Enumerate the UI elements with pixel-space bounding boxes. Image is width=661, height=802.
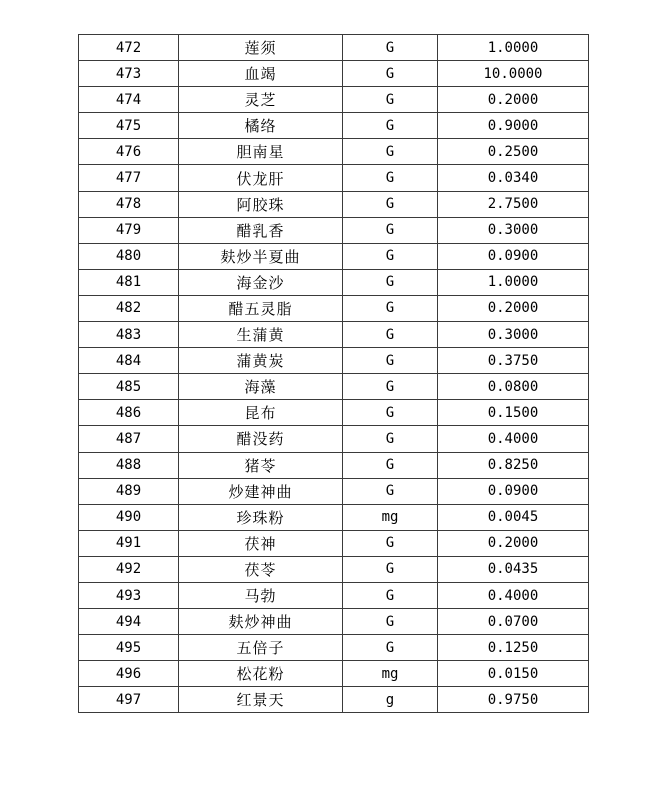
unit-cell: G [343, 452, 438, 478]
table-row [79, 269, 589, 295]
unit-cell: G [343, 217, 438, 243]
item-name-cell: 醋没药 [179, 426, 343, 452]
value-cell: 0.9000 [438, 113, 589, 139]
value-cell: 2.7500 [438, 191, 589, 217]
unit-cell: G [343, 61, 438, 87]
value-cell: 0.2500 [438, 139, 589, 165]
unit-cell: mg [343, 504, 438, 530]
item-name-cell: 珍珠粉 [179, 504, 343, 530]
table-row [79, 661, 589, 687]
row-index-cell: 480 [79, 243, 179, 269]
row-index-cell: 490 [79, 504, 179, 530]
value-cell: 0.9750 [438, 687, 589, 713]
table-row [79, 504, 589, 530]
value-cell: 0.8250 [438, 452, 589, 478]
value-cell: 10.0000 [438, 61, 589, 87]
item-name-cell: 海藻 [179, 374, 343, 400]
value-cell: 0.0900 [438, 478, 589, 504]
table-row [79, 635, 589, 661]
unit-cell: G [343, 87, 438, 113]
row-index-cell: 472 [79, 35, 179, 61]
value-cell: 0.0435 [438, 556, 589, 582]
item-name-cell: 醋乳香 [179, 217, 343, 243]
item-name-cell: 伏龙肝 [179, 165, 343, 191]
value-cell: 0.3750 [438, 348, 589, 374]
value-cell: 0.0800 [438, 374, 589, 400]
item-name-cell: 橘络 [179, 113, 343, 139]
table-row [79, 322, 589, 348]
unit-cell: G [343, 374, 438, 400]
item-name-cell: 茯苓 [179, 556, 343, 582]
item-name-cell: 阿胶珠 [179, 191, 343, 217]
row-index-cell: 473 [79, 61, 179, 87]
unit-cell: G [343, 582, 438, 608]
value-cell: 0.0900 [438, 243, 589, 269]
table-row [79, 400, 589, 426]
item-name-cell: 血竭 [179, 61, 343, 87]
table-row [79, 556, 589, 582]
row-index-cell: 486 [79, 400, 179, 426]
value-cell: 0.3000 [438, 217, 589, 243]
value-cell: 0.4000 [438, 426, 589, 452]
table-row [79, 478, 589, 504]
table-row [79, 295, 589, 321]
row-index-cell: 477 [79, 165, 179, 191]
unit-cell: G [343, 478, 438, 504]
value-cell: 1.0000 [438, 269, 589, 295]
value-cell: 0.4000 [438, 582, 589, 608]
unit-cell: G [343, 139, 438, 165]
table-row [79, 687, 589, 713]
row-index-cell: 492 [79, 556, 179, 582]
table-row [79, 165, 589, 191]
row-index-cell: 478 [79, 191, 179, 217]
item-name-cell: 茯神 [179, 530, 343, 556]
table-row [79, 61, 589, 87]
table-row [79, 374, 589, 400]
item-name-cell: 麸炒半夏曲 [179, 243, 343, 269]
item-name-cell: 五倍子 [179, 635, 343, 661]
table-body [79, 35, 589, 713]
table-row [79, 426, 589, 452]
value-cell: 0.0045 [438, 504, 589, 530]
medication-dose-table [78, 34, 589, 713]
row-index-cell: 475 [79, 113, 179, 139]
row-index-cell: 494 [79, 609, 179, 635]
row-index-cell: 496 [79, 661, 179, 687]
row-index-cell: 482 [79, 295, 179, 321]
row-index-cell: 488 [79, 452, 179, 478]
unit-cell: G [343, 530, 438, 556]
value-cell: 0.3000 [438, 322, 589, 348]
item-name-cell: 猪苓 [179, 452, 343, 478]
value-cell: 0.1250 [438, 635, 589, 661]
table-row [79, 530, 589, 556]
unit-cell: G [343, 113, 438, 139]
row-index-cell: 493 [79, 582, 179, 608]
item-name-cell: 红景天 [179, 687, 343, 713]
row-index-cell: 487 [79, 426, 179, 452]
row-index-cell: 476 [79, 139, 179, 165]
item-name-cell: 生蒲黄 [179, 322, 343, 348]
row-index-cell: 481 [79, 269, 179, 295]
table-row [79, 243, 589, 269]
item-name-cell: 麸炒神曲 [179, 609, 343, 635]
unit-cell: g [343, 687, 438, 713]
table-row [79, 87, 589, 113]
unit-cell: mg [343, 661, 438, 687]
table-row [79, 582, 589, 608]
unit-cell: G [343, 165, 438, 191]
item-name-cell: 昆布 [179, 400, 343, 426]
item-name-cell: 醋五灵脂 [179, 295, 343, 321]
row-index-cell: 474 [79, 87, 179, 113]
row-index-cell: 489 [79, 478, 179, 504]
row-index-cell: 479 [79, 217, 179, 243]
unit-cell: G [343, 609, 438, 635]
item-name-cell: 莲须 [179, 35, 343, 61]
row-index-cell: 484 [79, 348, 179, 374]
table-row [79, 452, 589, 478]
item-name-cell: 马勃 [179, 582, 343, 608]
unit-cell: G [343, 191, 438, 217]
table-row [79, 191, 589, 217]
value-cell: 0.0700 [438, 609, 589, 635]
table-row [79, 139, 589, 165]
unit-cell: G [343, 295, 438, 321]
unit-cell: G [343, 322, 438, 348]
item-name-cell: 胆南星 [179, 139, 343, 165]
item-name-cell: 炒建神曲 [179, 478, 343, 504]
unit-cell: G [343, 243, 438, 269]
value-cell: 0.1500 [438, 400, 589, 426]
table-row [79, 217, 589, 243]
unit-cell: G [343, 635, 438, 661]
table-row [79, 348, 589, 374]
row-index-cell: 495 [79, 635, 179, 661]
unit-cell: G [343, 269, 438, 295]
unit-cell: G [343, 348, 438, 374]
row-index-cell: 491 [79, 530, 179, 556]
unit-cell: G [343, 556, 438, 582]
value-cell: 1.0000 [438, 35, 589, 61]
row-index-cell: 485 [79, 374, 179, 400]
item-name-cell: 松花粉 [179, 661, 343, 687]
value-cell: 0.2000 [438, 295, 589, 321]
table-row [79, 113, 589, 139]
item-name-cell: 海金沙 [179, 269, 343, 295]
value-cell: 0.2000 [438, 530, 589, 556]
value-cell: 0.0150 [438, 661, 589, 687]
value-cell: 0.0340 [438, 165, 589, 191]
row-index-cell: 497 [79, 687, 179, 713]
unit-cell: G [343, 35, 438, 61]
item-name-cell: 灵芝 [179, 87, 343, 113]
value-cell: 0.2000 [438, 87, 589, 113]
unit-cell: G [343, 400, 438, 426]
item-name-cell: 蒲黄炭 [179, 348, 343, 374]
table-row [79, 35, 589, 61]
row-index-cell: 483 [79, 322, 179, 348]
unit-cell: G [343, 426, 438, 452]
table-row [79, 609, 589, 635]
